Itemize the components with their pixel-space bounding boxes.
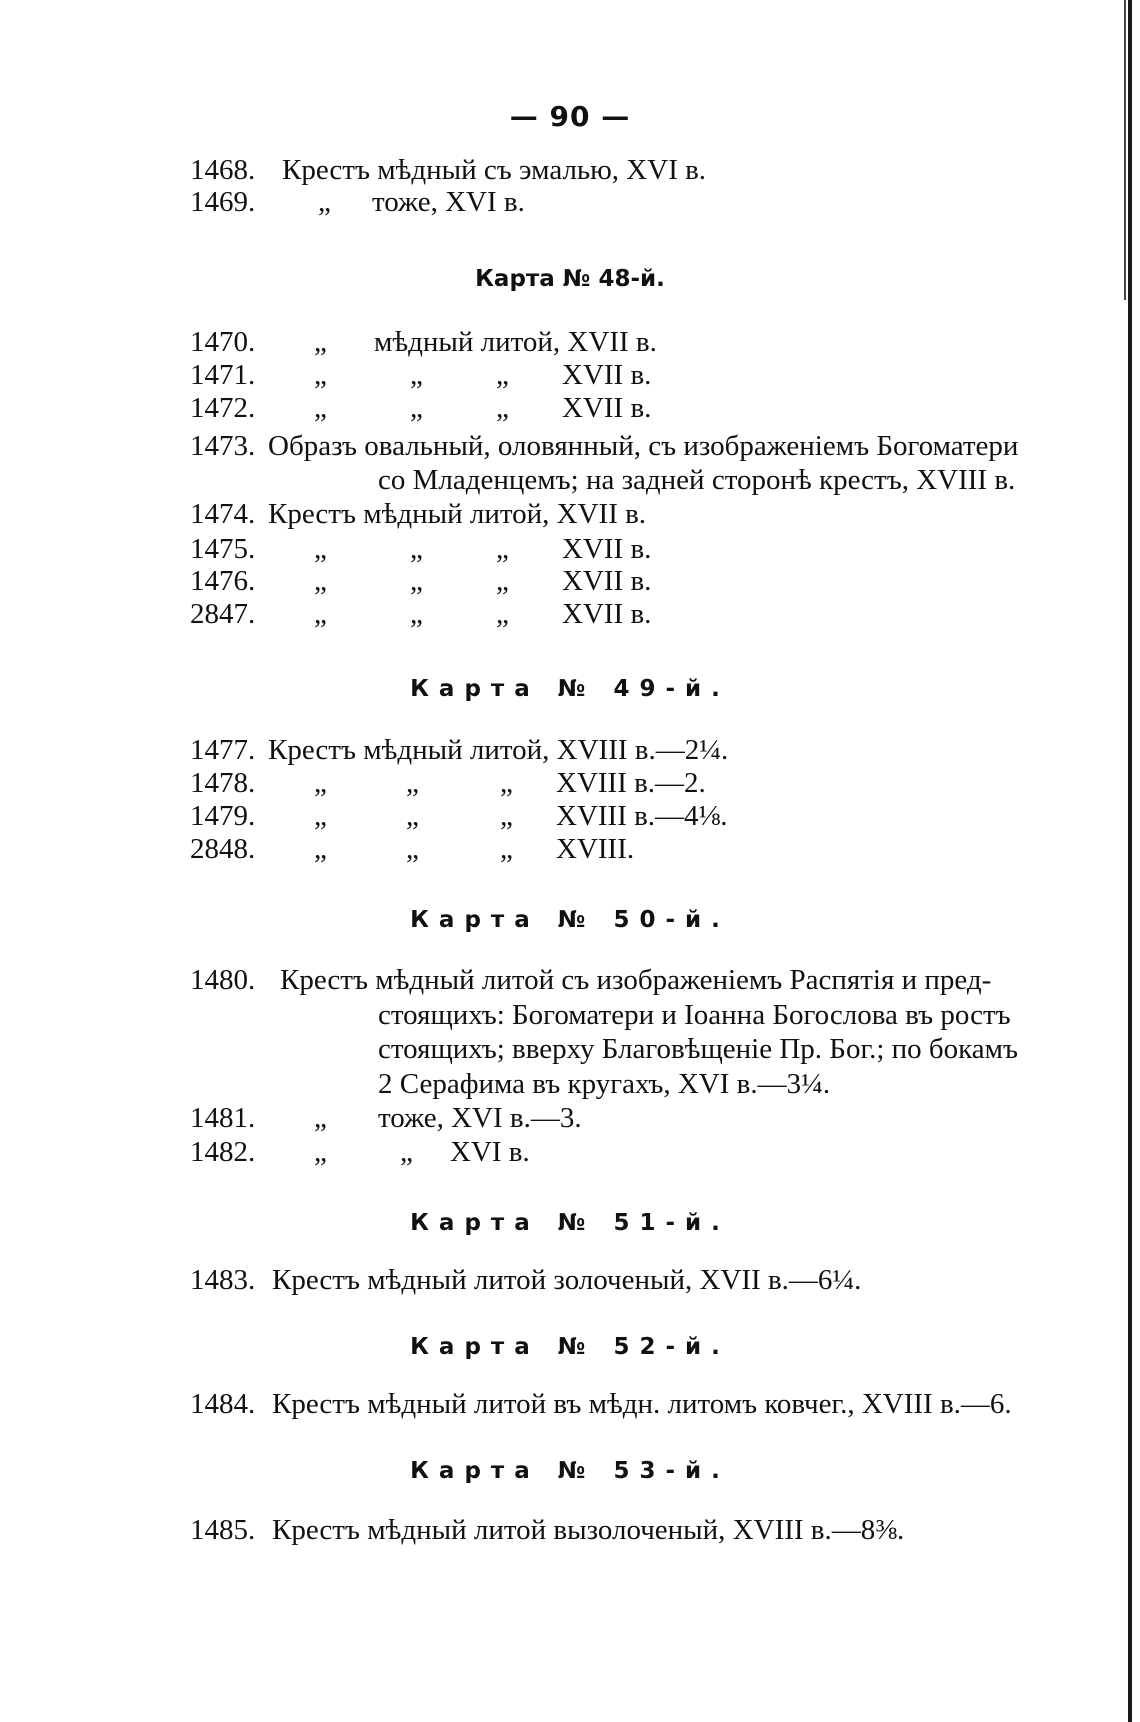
ditto-mark: „ (406, 767, 419, 799)
section-heading: Карта № 53-й. (410, 1458, 730, 1484)
ditto-mark: „ (314, 1102, 327, 1134)
entry-number: 1476. (190, 565, 256, 597)
entry-number: 1468. (190, 154, 256, 186)
entry-text: Образъ овальный, оловянный, съ изображеніемъ Богоматери (268, 430, 1019, 462)
entry-text: мѣдный литой, XVII в. (374, 326, 657, 358)
ditto-mark: „ (406, 800, 419, 832)
entry-text: Крестъ мѣдный литой, XVIII в.—2¼. (268, 734, 729, 766)
ditto-mark: „ (314, 598, 327, 630)
ditto-mark: „ (400, 1136, 413, 1168)
entry-number: 2847. (190, 598, 256, 630)
ditto-mark: „ (314, 1136, 327, 1168)
entry-text: XVIII в.—4⅛. (556, 800, 728, 832)
entry-number: 1480. (190, 964, 256, 996)
ditto-mark: „ (496, 565, 509, 597)
entry-number: 1475. (190, 533, 256, 565)
ditto-mark: „ (496, 598, 509, 630)
entry-number: 1484. (190, 1388, 256, 1420)
ditto-mark: „ (314, 326, 327, 358)
entry-text: Крестъ мѣдный литой съ изображеніемъ Распятія и пред- (280, 964, 992, 996)
section-heading: Карта № 52-й. (410, 1334, 730, 1360)
entry-number: 1473. (190, 430, 256, 462)
ditto-mark: „ (500, 800, 513, 832)
section-heading: Карта № 48-й. (475, 266, 665, 292)
entry-text: 2 Серафима въ кругахъ, XVI в.—3¼. (378, 1068, 831, 1100)
entry-text: Крестъ мѣдный съ эмалью, XVI в. (282, 154, 707, 186)
ditto-mark: „ (314, 533, 327, 565)
ditto-mark: „ (314, 565, 327, 597)
entry-text: Крестъ мѣдный литой золоченый, XVII в.—6¼. (272, 1264, 862, 1296)
entry-number: 1470. (190, 326, 256, 358)
entry-text: XVII в. (562, 392, 652, 424)
ditto-mark: „ (410, 533, 423, 565)
ditto-mark: „ (314, 392, 327, 424)
entry-number: 1474. (190, 498, 256, 530)
section-heading: Карта № 50-й. (410, 907, 730, 933)
section-heading: Карта № 49-й. (410, 676, 730, 702)
entry-text: стоящихъ: Богоматери и Іоанна Богослова въ ростъ (378, 999, 1011, 1031)
section-heading: Карта № 51-й. (410, 1210, 730, 1236)
ditto-mark: „ (410, 598, 423, 630)
entry-text: тоже, XVI в.—3. (378, 1102, 582, 1134)
ditto-mark: „ (410, 359, 423, 391)
entry-text: Крестъ мѣдный литой, XVII в. (268, 498, 647, 530)
ditto-mark: „ (314, 833, 327, 865)
entry-text: XVII в. (562, 533, 652, 565)
ditto-mark: „ (496, 359, 509, 391)
entry-number: 1481. (190, 1102, 256, 1134)
entry-number: 1485. (190, 1514, 256, 1546)
entry-text: XVIII. (556, 833, 635, 865)
page-edge-shadow-inner (1124, 0, 1126, 300)
ditto-mark: „ (496, 392, 509, 424)
entry-number: 1472. (190, 392, 256, 424)
entry-number: 1479. (190, 800, 256, 832)
page-number: — 90 — (509, 100, 631, 133)
ditto-mark: „ (500, 833, 513, 865)
ditto-mark: „ (410, 392, 423, 424)
entry-number: 1482. (190, 1136, 256, 1168)
entry-number: 1471. (190, 359, 256, 391)
entry-number: 1469. (190, 186, 256, 218)
entry-text: XVII в. (562, 598, 652, 630)
ditto-mark: „ (314, 800, 327, 832)
ditto-mark: „ (318, 186, 331, 218)
entry-text: тоже, XVI в. (372, 186, 525, 218)
ditto-mark: „ (314, 359, 327, 391)
entry-text: XVII в. (562, 359, 652, 391)
entry-number: 2848. (190, 833, 256, 865)
ditto-mark: „ (410, 565, 423, 597)
ditto-mark: „ (496, 533, 509, 565)
entry-number: 1477. (190, 734, 256, 766)
entry-text: XVIII в.—2. (556, 767, 706, 799)
entry-number: 1483. (190, 1264, 256, 1296)
ditto-mark: „ (500, 767, 513, 799)
ditto-mark: „ (406, 833, 419, 865)
entry-text: стоящихъ; вверху Благовѣщеніе Пр. Бог.; по бокамъ (378, 1033, 1019, 1065)
entry-text: со Младенцемъ; на задней сторонѣ крестъ, XVIII в. (378, 464, 1016, 496)
entry-number: 1478. (190, 767, 256, 799)
entry-text: XVII в. (562, 565, 652, 597)
ditto-mark: „ (314, 767, 327, 799)
entry-text: XVI в. (450, 1136, 530, 1168)
entry-text: Крестъ мѣдный литой въ мѣдн. литомъ ковчег., XVIII в.—6. (272, 1388, 1012, 1420)
entry-text: Крестъ мѣдный литой вызолоченый, XVIII в.—8⅜. (272, 1514, 905, 1546)
